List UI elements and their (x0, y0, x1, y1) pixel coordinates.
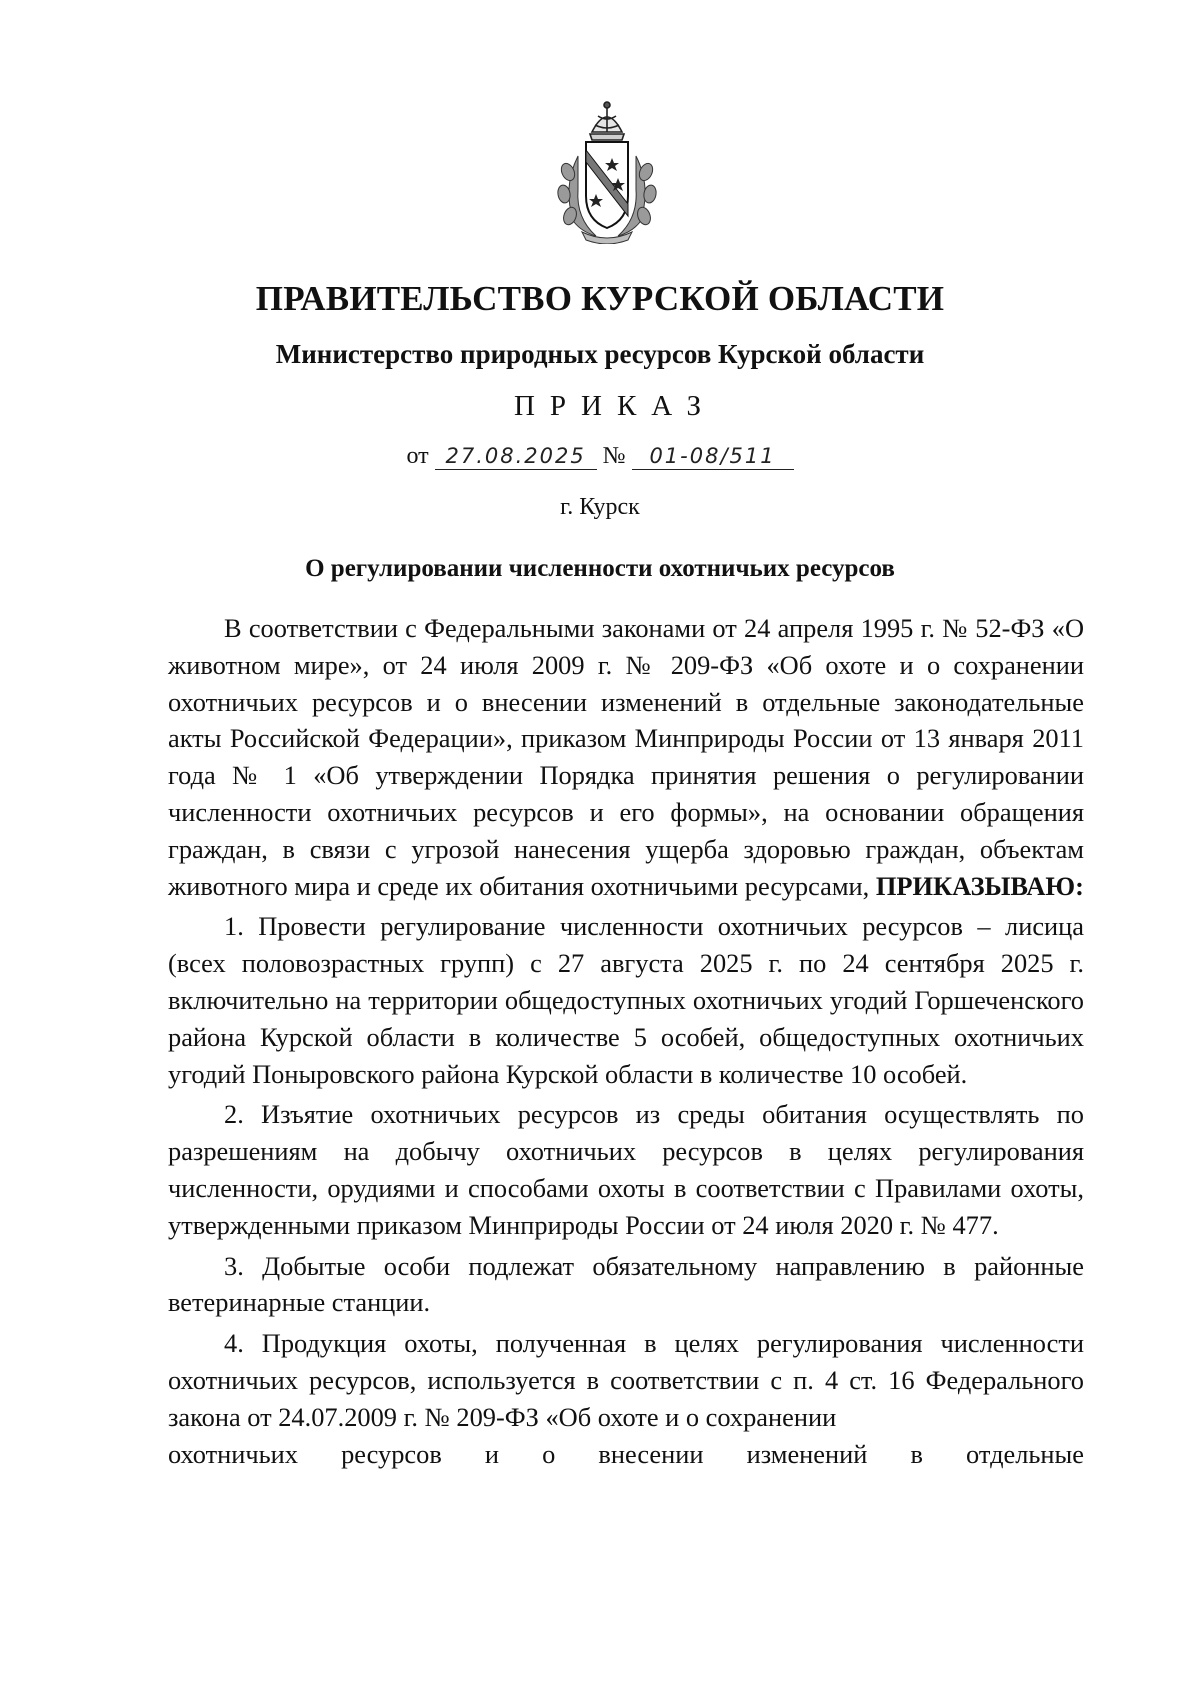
item-2: 2. Изъятие охотничьих ресурсов из среды обитания осуществлять по разрешениям на добычу охотничьих ресурсов в целях регулирования численности, орудиями и способами охоты в соответствии с Правилами охоты, утвержденными приказом Минприроды России от 24 июля 2020 г. № 477. (168, 1099, 1084, 1240)
document-type: ПРИКАЗ (513, 390, 717, 422)
preamble-text: В соответствии с Федеральными законами от 24 апреля 1995 г. № 52-ФЗ «О животном мире», от 24 июля 2009 г. № 209-ФЗ «Об охоте и о сохранении охотничьих ресурсов и о внесении изменений в отдельные законодательные акты Российской Федерации», приказом Минприроды России от 13 января 2011 года № 1 «Об утверждении Порядка принятия решения о регулировании численности охотничьих ресурсов и его формы», на основании обращения граждан, в связи с угрозой нанесения ущерба здоровью граждан, объектам животного мира и среде их обитания охотничьими ресурсами, (168, 613, 1084, 901)
ministry-name: Министерство природных ресурсов Курской области (275, 339, 925, 369)
preamble-paragraph (168, 610, 1084, 904)
government-title: ПРАВИТЕЛЬСТВО КУРСКОЙ ОБЛАСТИ (255, 279, 945, 318)
order-word: ПРИКАЗЫВАЮ (875, 870, 1076, 901)
order-number: 01-08/511 (632, 443, 794, 470)
from-label: от (406, 443, 429, 469)
order-date: 27.08.2025 (435, 443, 597, 470)
item-3: 3. Добытые особи подлежат обязательному направлению в районные ветеринарные станции. (168, 1250, 1084, 1318)
order-date-number-line (0, 443, 1200, 470)
item-4-continued-line (168, 1436, 1084, 1473)
order-body (168, 610, 1084, 1472)
order-subject: О регулировании численности охотничьих ресурсов (305, 555, 895, 582)
item-4-last-line: охотничьих ресурсов и о внесении изменений в отдельные (168, 1438, 1084, 1469)
coat-of-arms-emblem (552, 98, 662, 244)
order-word-colon: : (1075, 870, 1084, 901)
number-label: № (602, 443, 626, 469)
item-4: 4. Продукция охоты, полученная в целях регулирования численности охотничьих ресурсов, используется в соответствии с п. 4 ст. 16 Федерального закона от 24.07.2009 г. № 209-ФЗ «Об охоте и о сохранении (168, 1328, 1084, 1432)
order-city: г. Курск (560, 494, 640, 520)
item-1: 1. Провести регулирование численности охотничьих ресурсов – лисица (всех половозрастных групп) с 27 августа 2025 г. по 24 сентября 2025 г. включительно на территории общедоступных охотничьих угодий Горшеченского района Курской области в количестве 5 особей, общедоступных охотничьих угодий Поныровского района Курской области в количестве 10 особей. (168, 911, 1084, 1089)
